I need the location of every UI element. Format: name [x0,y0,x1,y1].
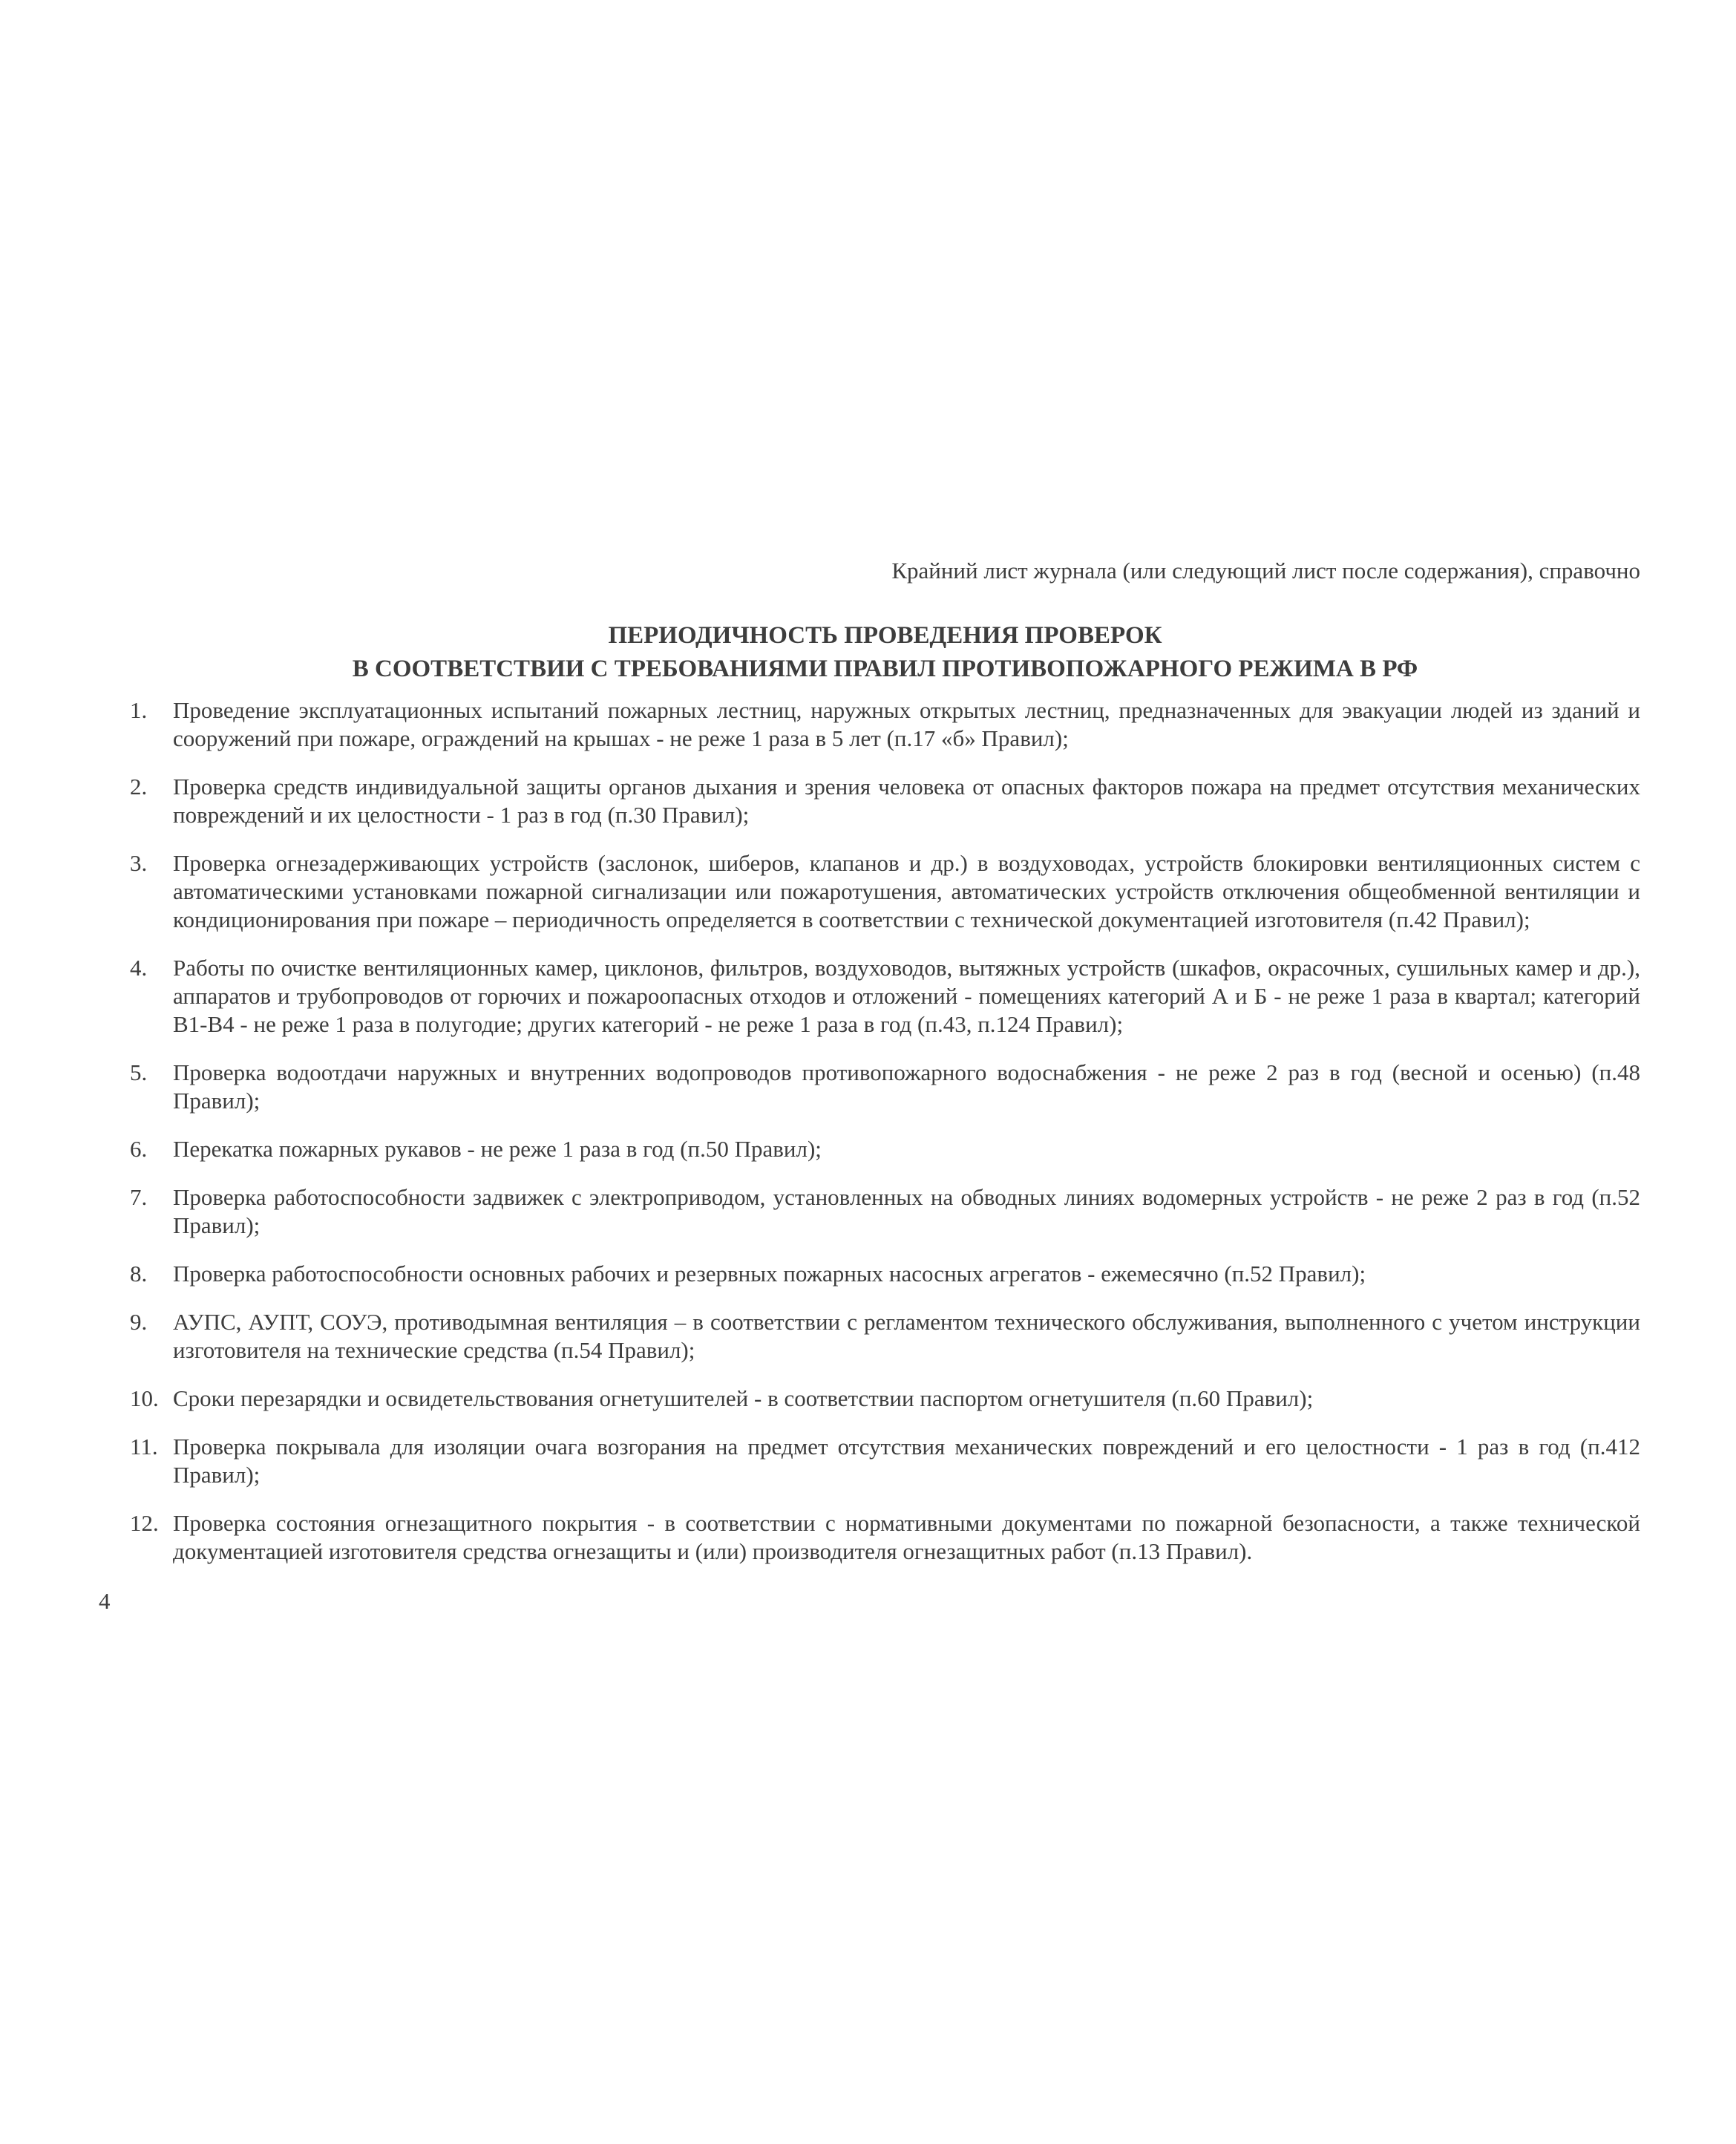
page-title-line-1: ПЕРИОДИЧНОСТЬ ПРОВЕДЕНИЯ ПРОВЕРОК [608,622,1162,649]
list-item-number: 3. [130,850,148,876]
list-item [130,1308,1640,1364]
list-item-number: 2. [130,774,148,800]
list-item-text: Проведение эксплуатационных испытаний пожарных лестниц, наружных открытых лестниц, предназначенных для эвакуации людей из зданий и сооружений при пожаре, ограждений на крышах - не реже 1 раза в 5 лет (п.17 «б» Правил); [173,697,1640,751]
list-item-text: Проверка работоспособности задвижек с электроприводом, установленных на обводных линиях водомерных устройств - не реже 2 раз в год (п.52 Правил); [173,1184,1640,1238]
list-item [130,773,1640,829]
list-item-text: Проверка средств индивидуальной защиты органов дыхания и зрения человека от опасных факторов пожара на предмет отсутствия механических повреждений и их целостности - 1 раз в год (п.30 Правил); [173,774,1640,828]
list-item-number: 1. [130,697,148,723]
list-item [130,1135,1640,1163]
list-item-number: 4. [130,955,148,981]
list-item [130,1433,1640,1489]
list-item-number: 5. [130,1059,148,1085]
list-item [130,1385,1640,1413]
list-item [130,1059,1640,1115]
list-item [130,1183,1640,1240]
list-item [130,849,1640,934]
list-item-text: Проверка водоотдачи наружных и внутренних водопроводов противопожарного водоснабжения - не реже 2 раз в год (весной и осенью) (п.48 Правил); [173,1059,1640,1114]
page-title [130,619,1640,686]
list-item-number: 6. [130,1136,148,1162]
list-item-number: 9. [130,1309,148,1335]
inspection-periodicity-list [130,696,1640,1566]
page-number: 4 [99,1588,111,1614]
list-item-number: 11. [130,1434,158,1460]
list-item [130,954,1640,1039]
list-item-text: Перекатка пожарных рукавов - не реже 1 раза в год (п.50 Правил); [173,1136,822,1162]
list-item-text: Проверка огнезадерживающих устройств (заслонок, шиберов, клапанов и др.) в воздуховодах, устройств блокировки вентиляционных систем с автоматическими установками пожарной сигнализации или пожаротушения, автоматических устройств отключения общеобменной вентиляции и кондиционирования при пожаре – периодичность определяется в соответствии с технической документацией изготовителя (п.42 Правил); [173,850,1640,932]
list-item-text: Проверка состояния огнезащитного покрытия - в соответствии с нормативными документами по пожарной безопасности, а также технической документацией изготовителя средства огнезащиты и (или) производителя огнезащитных работ (п.13 Правил). [173,1510,1640,1564]
document-page [130,0,1640,1566]
list-item [130,696,1640,753]
list-item-text: Проверка покрывала для изоляции очага возгорания на предмет отсутствия механических повреждений и его целостности - 1 раз в год (п.412 Правил); [173,1434,1640,1488]
list-item-text: АУПС, АУПТ, СОУЭ, противодымная вентиляция – в соответствии с регламентом технического обслуживания, выполненного с учетом инструкции изготовителя на технические средства (п.54 Правил); [173,1309,1640,1363]
list-item-number: 7. [130,1184,148,1210]
list-item [130,1509,1640,1566]
list-item-number: 10. [130,1385,159,1411]
list-item-number: 8. [130,1261,148,1287]
list-item-text: Работы по очистке вентиляционных камер, циклонов, фильтров, воздуховодов, вытяжных устройств (шкафов, окрасочных, сушильных камер и др.), аппаратов и трубопроводов от горючих и пожароопасных отходов и отложений - помещениях категорий А и Б - не реже 1 раза в квартал; категорий В1-В4 - не реже 1 раза в полугодие; других категорий - не реже 1 раза в год (п.43, п.124 Правил); [173,955,1640,1037]
header-note: Крайний лист журнала (или следующий лист после содержания), справочно [891,558,1640,584]
page-title-line-2: В СООТВЕТСТВИИ С ТРЕБОВАНИЯМИ ПРАВИЛ ПРОТИВОПОЖАРНОГО РЕЖИМА В РФ [352,656,1418,682]
list-item-number: 12. [130,1510,159,1536]
list-item [130,1260,1640,1288]
list-item-text: Проверка работоспособности основных рабочих и резервных пожарных насосных агрегатов - ежемесячно (п.52 Правил); [173,1261,1366,1287]
list-item-text: Сроки перезарядки и освидетельствования огнетушителей - в соответствии паспортом огнетушителя (п.60 Правил); [173,1385,1314,1411]
